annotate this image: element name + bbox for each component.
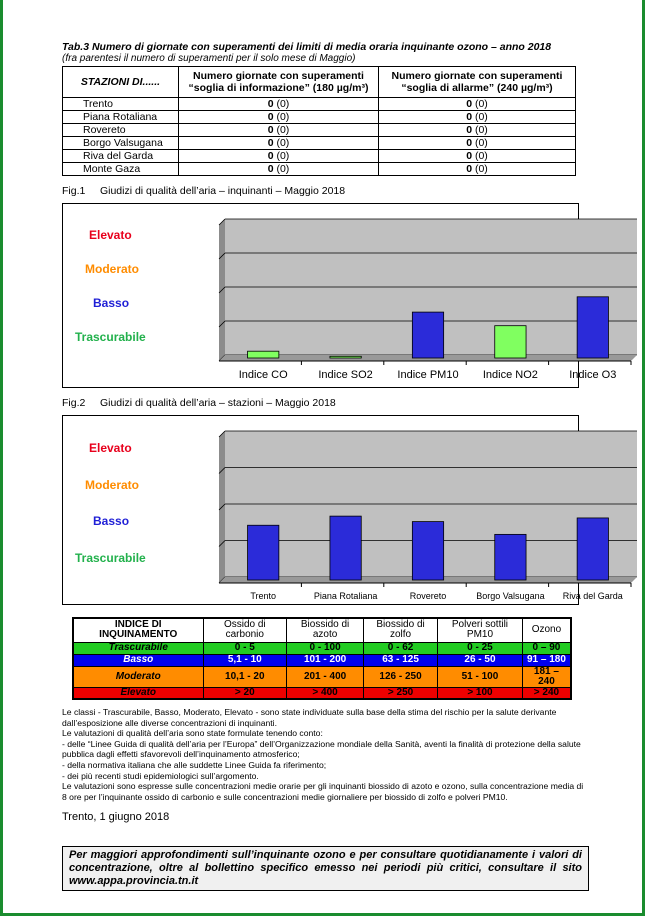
index-range: > 100 xyxy=(438,687,523,699)
alarm-cell xyxy=(379,150,576,163)
pollution-index-table xyxy=(72,617,572,700)
station-name: Borgo Valsugana xyxy=(63,137,179,150)
x-tick-label: Indice O3 xyxy=(569,369,617,381)
level-label-moderato: Moderato xyxy=(85,477,139,492)
x-tick-label: Piana Rotaliana xyxy=(313,591,378,601)
index-range: 0 - 25 xyxy=(438,642,523,654)
note-line: Le valutazioni di qualità dell’aria sono state formulate tenendo conto: xyxy=(62,728,323,739)
level-label-basso: Basso xyxy=(93,514,130,529)
fig1-caption-text: Giudizi di qualità dell’aria – inquinanti – Maggio 2018 xyxy=(99,185,346,197)
col-station: STAZIONI DI...... xyxy=(63,67,179,98)
col-alarm-line2: “soglia di allarme” (240 µg/m³) xyxy=(401,82,553,94)
chart-plot xyxy=(63,204,617,387)
alarm-may-value: (0) xyxy=(474,137,488,149)
alarm-may-value: (0) xyxy=(474,150,488,162)
footer-info-box: Per maggiori approfondimenti sull’inquinante ozono e per consultare quotidianamente i valori di concentrazione, oltre al bollettino specifico emesso nei periodi più critici, consultare il sito www.appa.provincia.tn.it xyxy=(62,846,589,891)
alarm-may-value: (0) xyxy=(474,111,488,123)
table-row xyxy=(63,137,576,150)
level-label-elevato: Elevato xyxy=(89,228,132,242)
note-line: - delle “Linee Guida di qualità dell’aria per l’Europa” dell’Organizzazione mondiale della Sanità, aventi la finalità di protezione della salute pubblica dagli effetti sfavorevoli dell’inquinamento atmosferico; xyxy=(62,738,581,760)
index-range: 0 - 62 xyxy=(364,642,438,654)
station-name: Monte Gaza xyxy=(63,163,179,176)
alarm-cell xyxy=(379,137,576,150)
index-range: 10,1 - 20 xyxy=(203,666,287,687)
index-row xyxy=(73,687,571,699)
col-alarm-threshold xyxy=(379,67,576,98)
station-name: Riva del Garda xyxy=(63,150,179,163)
index-header-cell: Polveri sottili PM10 xyxy=(438,618,523,642)
table-row xyxy=(63,111,576,124)
index-range: 201 - 400 xyxy=(287,666,364,687)
bar xyxy=(495,534,526,580)
alarm-value: 0 xyxy=(466,111,473,123)
index-header-row xyxy=(73,618,571,642)
table-row xyxy=(63,124,576,137)
index-header-cell: Biossido di zolfo xyxy=(364,618,438,642)
bar xyxy=(248,525,279,580)
alarm-may-value: (0) xyxy=(474,163,488,175)
index-header-cell: Ossido di carbonio xyxy=(203,618,287,642)
x-tick-label: Borgo Valsugana xyxy=(476,591,545,601)
bar xyxy=(330,516,361,580)
info-cell xyxy=(179,124,379,137)
index-range: 91 – 180 xyxy=(522,654,571,666)
alarm-may-value: (0) xyxy=(474,98,488,110)
index-range: > 20 xyxy=(203,687,287,699)
fig2-num: Fig.2 xyxy=(62,397,86,409)
alarm-cell xyxy=(379,111,576,124)
alarm-value: 0 xyxy=(466,163,473,175)
index-range: 0 - 100 xyxy=(287,642,364,654)
alarm-value: 0 xyxy=(466,124,473,136)
bar xyxy=(412,312,443,358)
index-range: > 240 xyxy=(522,687,571,699)
col-alarm-line1: Numero giornate con superamenti xyxy=(391,70,563,82)
index-range: 51 - 100 xyxy=(438,666,523,687)
info-may-value: (0) xyxy=(276,98,290,110)
index-range: 26 - 50 xyxy=(438,654,523,666)
index-range: 0 - 5 xyxy=(203,642,287,654)
info-may-value: (0) xyxy=(276,150,290,162)
fig1-caption xyxy=(62,185,345,197)
index-range: > 400 xyxy=(287,687,364,699)
info-value: 0 xyxy=(267,98,274,110)
index-range: 181 – 240 xyxy=(522,666,571,687)
index-header-cell: Biossido di azoto xyxy=(287,618,364,642)
index-level-name: Basso xyxy=(73,654,203,666)
chart-stations xyxy=(62,415,623,605)
table-row xyxy=(63,150,576,163)
col-info-line2: “soglia di informazione” (180 µg/m³) xyxy=(188,82,369,94)
index-level-name: Moderato xyxy=(73,666,203,687)
index-range: 0 – 90 xyxy=(522,642,571,654)
info-value: 0 xyxy=(267,124,274,136)
bar xyxy=(412,522,443,580)
info-cell xyxy=(179,98,379,111)
table-header-row xyxy=(63,67,576,98)
index-range: 5,1 - 10 xyxy=(203,654,287,666)
index-header-cell: INDICE DI INQUINAMENTO xyxy=(73,618,203,642)
fig2-caption-text: Giudizi di qualità dell’aria – stazioni – Maggio 2018 xyxy=(99,397,336,409)
table-row xyxy=(63,98,576,111)
level-label-elevato: Elevato xyxy=(89,441,132,456)
bar xyxy=(577,297,608,358)
index-range: > 250 xyxy=(364,687,438,699)
index-range: 126 - 250 xyxy=(364,666,438,687)
info-cell xyxy=(179,111,379,124)
info-value: 0 xyxy=(267,137,274,149)
index-row xyxy=(73,666,571,687)
level-label-moderato: Moderato xyxy=(85,262,139,276)
note-line: - dei più recenti studi epidemiologici sull’argomento. xyxy=(62,770,259,781)
info-value: 0 xyxy=(267,150,274,162)
chart-pollutants xyxy=(62,203,617,388)
ozone-exceedance-table xyxy=(62,66,576,176)
tab3-subtitle: (fra parentesi il numero di superamenti per il solo mese di Maggio) xyxy=(62,53,356,64)
info-may-value: (0) xyxy=(276,137,290,149)
chart-plot xyxy=(63,416,623,604)
x-tick-label: Trento xyxy=(250,591,277,601)
index-header-cell: Ozono xyxy=(522,618,571,642)
info-cell xyxy=(179,150,379,163)
x-tick-label: Indice CO xyxy=(238,369,288,381)
info-value: 0 xyxy=(267,111,274,123)
col-info-line1: Numero giornate con superamenti xyxy=(193,70,364,82)
place-date: Trento, 1 giugno 2018 xyxy=(62,811,170,823)
bar xyxy=(495,326,526,358)
x-tick-label: Indice SO2 xyxy=(318,369,373,381)
index-row xyxy=(73,654,571,666)
alarm-value: 0 xyxy=(466,150,473,162)
x-tick-label: Indice PM10 xyxy=(397,369,459,381)
info-may-value: (0) xyxy=(276,163,290,175)
level-label-trascurabile: Trascurabile xyxy=(75,550,146,565)
alarm-value: 0 xyxy=(466,98,473,110)
level-label-basso: Basso xyxy=(93,296,130,310)
table-row xyxy=(63,163,576,176)
x-tick-label: Indice NO2 xyxy=(482,369,538,381)
index-row xyxy=(73,642,571,654)
index-range: 101 - 200 xyxy=(287,654,364,666)
note-line: Le classi - Trascurabile, Basso, Moderato, Elevato - sono state individuate sulla base della stima del rischio per la salute derivante dall’esposizione alle diverse concentrazioni di inquinanti. xyxy=(62,707,557,728)
col-info-threshold xyxy=(179,67,379,98)
alarm-cell xyxy=(379,163,576,176)
note-line: Le valutazioni sono espresse sulle concentrazioni medie orarie per gli inquinanti biossido di azoto e ozono, sulla concentrazione media di 8 ore per l’inquinante ossido di carbonio e sulle concentrazioni medie giornaliere per biossido di zolfo e polveri PM10. xyxy=(62,781,584,802)
x-tick-label: Riva del Garda xyxy=(562,591,623,601)
fig1-num: Fig.1 xyxy=(62,185,86,197)
info-cell xyxy=(179,163,379,176)
bar xyxy=(248,351,279,358)
bar xyxy=(330,356,361,358)
index-range: 63 - 125 xyxy=(364,654,438,666)
bar xyxy=(577,518,608,580)
x-tick-label: Rovereto xyxy=(409,591,447,601)
info-value: 0 xyxy=(267,163,274,175)
station-name: Piana Rotaliana xyxy=(63,111,179,124)
index-level-name: Elevato xyxy=(73,687,203,699)
info-may-value: (0) xyxy=(276,124,290,136)
alarm-cell xyxy=(379,124,576,137)
fig2-caption xyxy=(62,397,336,409)
note-line: - della normativa italiana che alle suddette Linee Guida fa riferimento; xyxy=(62,759,327,770)
info-cell xyxy=(179,137,379,150)
alarm-cell xyxy=(379,98,576,111)
level-label-trascurabile: Trascurabile xyxy=(75,330,146,344)
notes-block xyxy=(62,707,589,802)
station-name: Rovereto xyxy=(63,124,179,137)
tab3-title: Tab.3 Numero di giornate con superamenti dei limiti di media oraria inquinante ozono – anno 2018 xyxy=(62,41,552,53)
station-name: Trento xyxy=(63,98,179,111)
info-may-value: (0) xyxy=(276,111,290,123)
alarm-may-value: (0) xyxy=(474,124,488,136)
index-level-name: Trascurabile xyxy=(73,642,203,654)
alarm-value: 0 xyxy=(466,137,473,149)
